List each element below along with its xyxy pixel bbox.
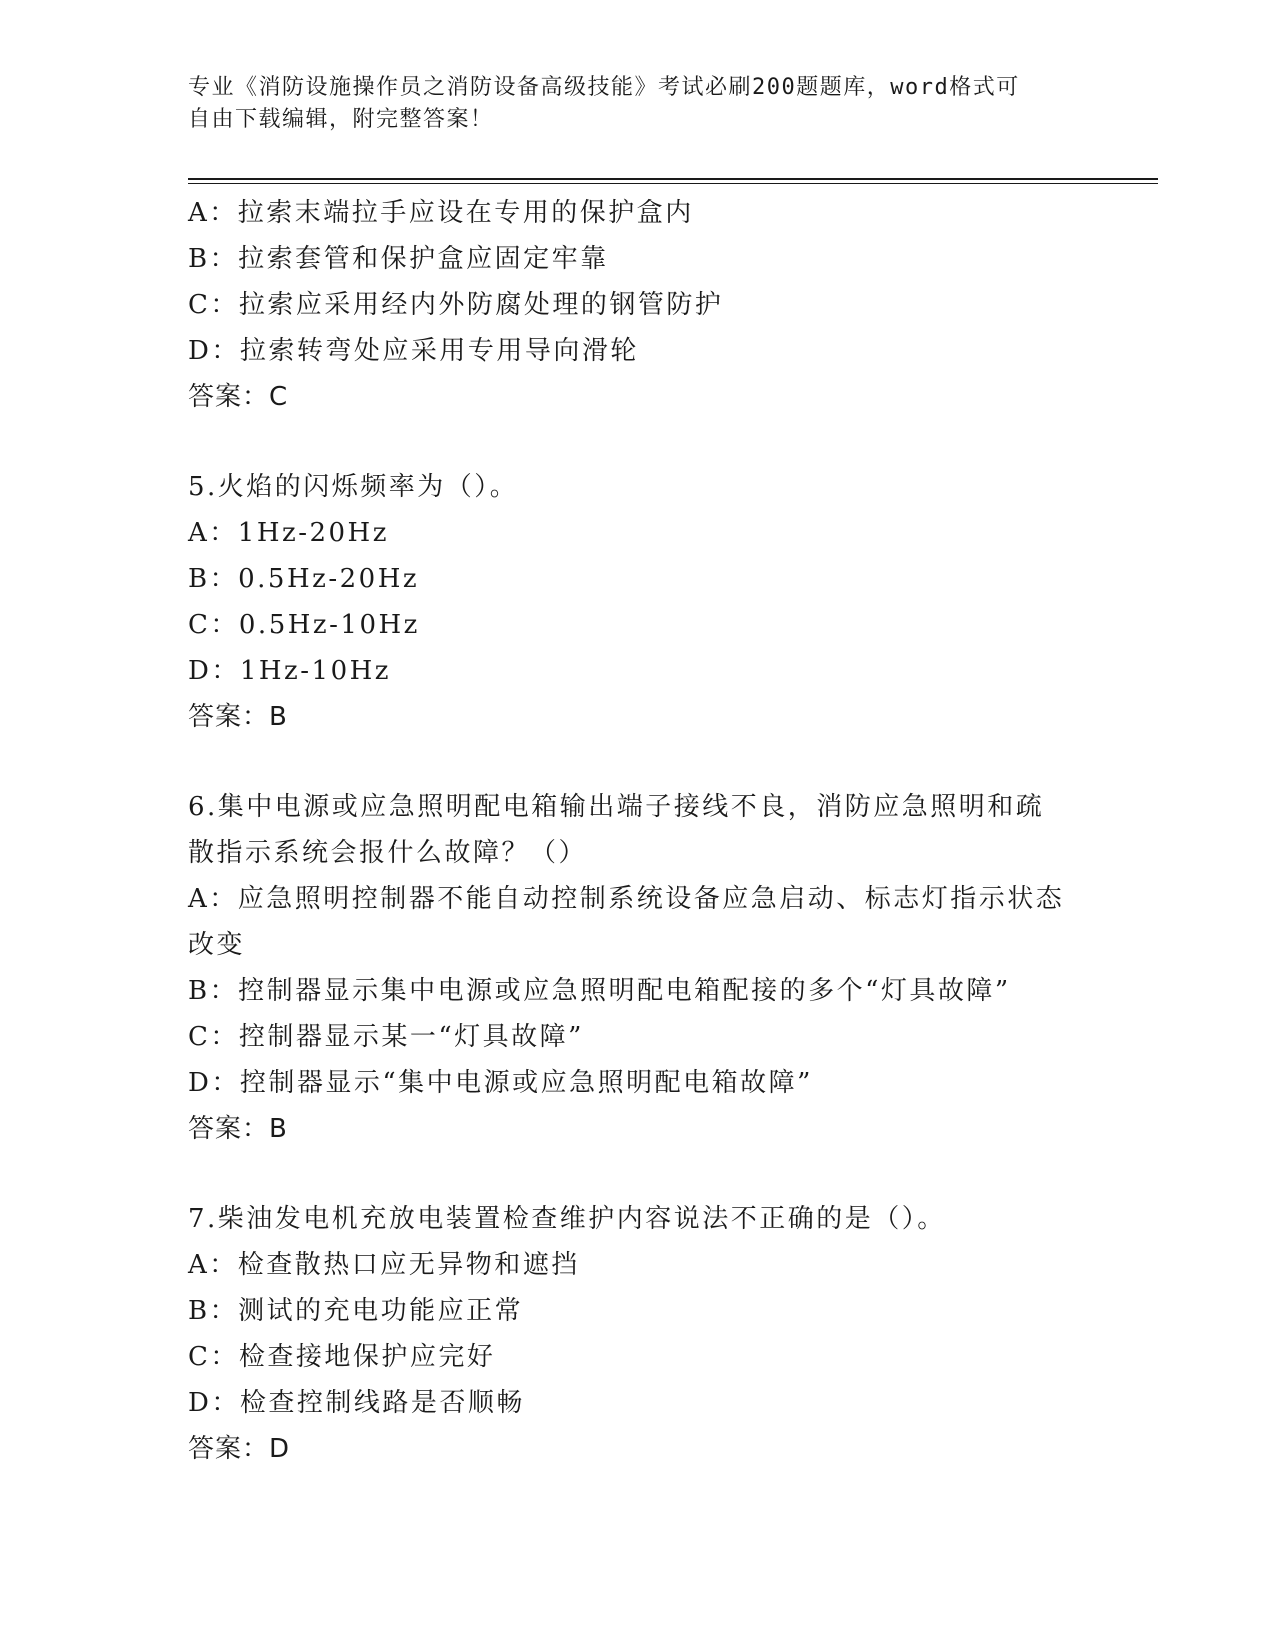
option-d: D：控制器显示“集中电源或应急照明配电箱故障” (188, 1068, 813, 1098)
answer: 答案：D (188, 1434, 291, 1464)
option-a-line-2: 改变 (188, 930, 246, 960)
header-line-2: 自由下载编辑，附完整答案！ (188, 107, 494, 132)
question-5 (188, 464, 1088, 740)
option-a-line-1: A：应急照明控制器不能自动控制系统设备应急启动、标志灯指示状态 (188, 884, 1065, 914)
header-divider-thick (188, 178, 1158, 180)
option-b: B：拉索套管和保护盒应固定牢靠 (188, 244, 609, 274)
option-c: C：拉索应采用经内外防腐处理的钢管防护 (188, 290, 724, 320)
answer: 答案：C (188, 382, 289, 412)
option-a: A：检查散热口应无异物和遮挡 (188, 1250, 580, 1280)
question-7 (188, 1196, 1088, 1472)
answer: 答案：B (188, 702, 288, 732)
option-d: D：1Hz-10Hz (188, 656, 392, 686)
option-b: B：0.5Hz-20Hz (188, 564, 420, 594)
option-b: B：测试的充电功能应正常 (188, 1296, 524, 1326)
option-b: B：控制器显示集中电源或应急照明配电箱配接的多个“灯具故障” (188, 976, 1011, 1006)
header-divider-thin (188, 183, 1158, 184)
document-header (188, 72, 1088, 136)
option-a: A：拉索末端拉手应设在专用的保护盒内 (188, 198, 694, 228)
option-d: D：拉索转弯处应采用专用导向滑轮 (188, 336, 639, 366)
option-c: C：0.5Hz-10Hz (188, 610, 420, 640)
option-d: D：检查控制线路是否顺畅 (188, 1388, 525, 1418)
option-c: C：控制器显示某一“灯具故障” (188, 1022, 584, 1052)
question-prompt-line-1: 6.集中电源或应急照明配电箱输出端子接线不良，消防应急照明和疏 (188, 792, 1045, 822)
question-6 (188, 784, 1088, 1152)
option-a: A：1Hz-20Hz (188, 518, 389, 548)
question-4 (188, 190, 1088, 420)
option-c: C：检查接地保护应完好 (188, 1342, 496, 1372)
question-prompt: 7.柴油发电机充放电装置检查维护内容说法不正确的是（）。 (188, 1204, 946, 1234)
header-line-1: 专业《消防设施操作员之消防设备高级技能》考试必刷200题题库，word格式可 (188, 75, 1020, 100)
question-prompt-line-2: 散指示系统会报什么故障？（） (188, 838, 588, 868)
question-prompt: 5.火焰的闪烁频率为（）。 (188, 472, 519, 502)
answer: 答案：B (188, 1114, 288, 1144)
question-list (188, 190, 1088, 1472)
